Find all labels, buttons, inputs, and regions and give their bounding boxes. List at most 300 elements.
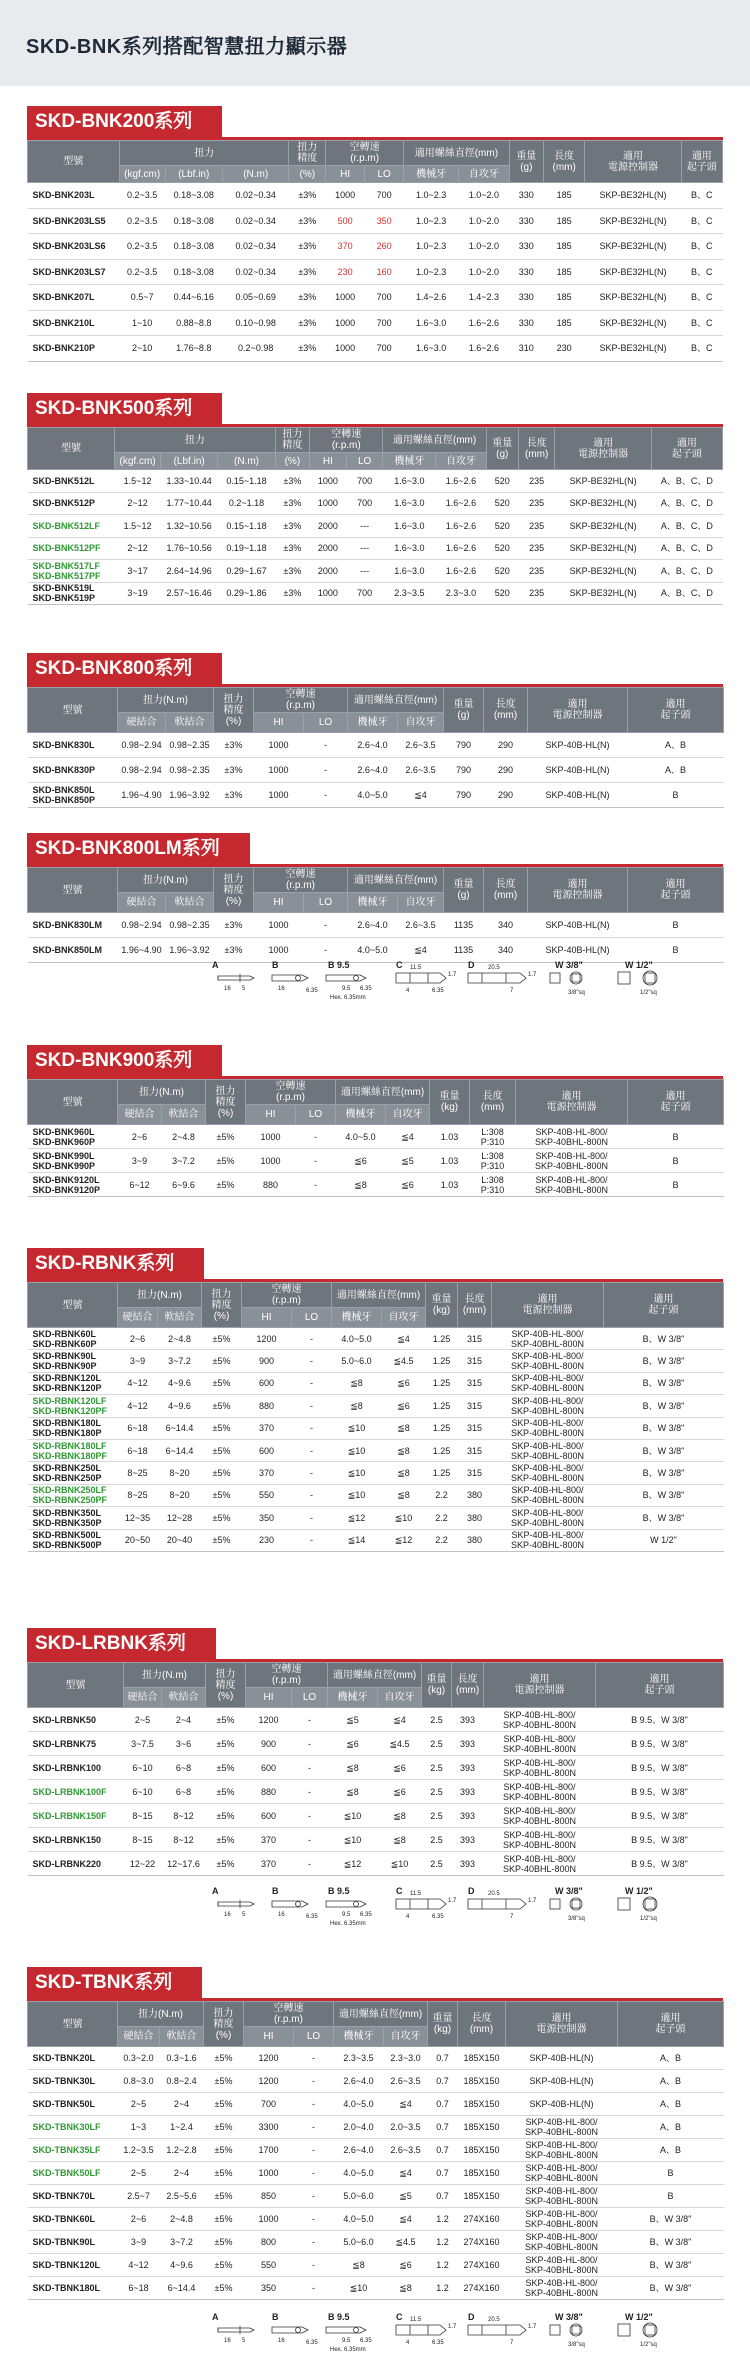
spec-cell: -	[294, 2139, 334, 2162]
spec-cell: 290	[484, 733, 528, 758]
model-cell: SKD-TBNK90L	[28, 2231, 118, 2254]
col-length: 長度 (mm)	[518, 428, 555, 470]
spec-cell: -	[294, 2208, 334, 2231]
spec-cell: 2000	[310, 515, 347, 538]
spec-cell: 2.57~16.46	[161, 582, 218, 605]
spec-cell: SKP-40B-HL-800/ SKP-40BHL-800N	[506, 2254, 618, 2277]
bit-label: Hex. 6.35mm	[330, 995, 366, 1001]
spec-cell: ±3%	[214, 758, 254, 783]
spec-cell: 2.5~5.6	[160, 2185, 204, 2208]
spec-cell: -	[292, 1529, 332, 1551]
spec-cell: ±3%	[275, 515, 309, 538]
spec-cell: 315	[458, 1439, 492, 1461]
spec-cell: ≦8	[336, 1173, 386, 1197]
bit-c-groove	[410, 1899, 428, 1909]
spec-cell: 2000	[310, 560, 347, 583]
spec-cell: ±5%	[206, 1708, 246, 1732]
spec-cell: 260	[365, 234, 404, 260]
spec-table-bnk200	[27, 140, 723, 362]
bit-c-groove	[410, 2325, 428, 2335]
spec-cell: ≦10	[382, 1507, 426, 1529]
table-row	[28, 582, 723, 605]
spec-cell: 1.25	[426, 1328, 458, 1350]
bit-b-icon	[272, 1901, 308, 1907]
table-row	[28, 2116, 724, 2139]
spec-cell: ≦10	[378, 1852, 422, 1876]
section-title: SKD-BNK800系列	[27, 653, 222, 685]
bit-label: 16	[278, 2338, 285, 2344]
spec-cell: ≦8	[382, 1417, 426, 1439]
col-hi: HI	[310, 453, 347, 470]
spec-cell: 380	[458, 1484, 492, 1506]
spec-cell: 6~18	[118, 1417, 158, 1439]
spec-cell: ±3%	[214, 938, 254, 963]
spec-cell: B	[628, 1125, 724, 1149]
spec-cell: ≦8	[328, 1756, 378, 1780]
spec-cell: 393	[452, 1756, 484, 1780]
spec-cell: 1.25	[426, 1350, 458, 1372]
spec-cell: SKP-40B-HL-800/ SKP-40BHL-800N	[516, 1125, 628, 1149]
spec-cell: 0.19~1.18	[218, 537, 275, 560]
spec-cell: ≦6	[382, 1395, 426, 1417]
col-hi: HI	[246, 1105, 296, 1125]
col-length: 長度 (mm)	[458, 1283, 492, 1328]
bit-label: 6.35	[360, 986, 372, 992]
model-cell: SKD-BNK207L	[28, 285, 120, 311]
spec-cell: 1000	[310, 470, 347, 493]
spec-cell: 235	[518, 582, 555, 605]
spec-cell: B、W 3/8"	[604, 1507, 724, 1529]
spec-cell: ±3%	[289, 259, 326, 285]
col-hi: HI	[326, 166, 365, 183]
spec-cell: 6~14.4	[160, 2277, 204, 2300]
col-hard: 硬結合	[118, 1105, 162, 1125]
spec-cell: SKP-40B-HL-800/ SKP-40BHL-800N	[484, 1804, 596, 1828]
spec-cell: 2~6	[118, 1328, 158, 1350]
spec-cell: 3~6	[162, 1732, 206, 1756]
spec-cell: 2~5	[124, 1708, 162, 1732]
spec-cell: 1000	[310, 582, 347, 605]
spec-cell: 1.2	[428, 2231, 458, 2254]
spec-cell: 2.5~7	[118, 2185, 160, 2208]
spec-cell: 0.3~2.0	[118, 2047, 160, 2070]
spec-cell: 1.5~12	[115, 470, 161, 493]
model-cell: SKD-BNK990L SKD-BNK990P	[28, 1149, 118, 1173]
spec-cell: ±5%	[206, 1173, 246, 1197]
bit-label: 4	[406, 988, 410, 994]
spec-cell: ≦10	[332, 1462, 382, 1484]
table-row	[28, 2208, 724, 2231]
section-bnk800	[27, 653, 723, 808]
table-row	[28, 2277, 724, 2300]
spec-cell: 700	[365, 336, 404, 362]
col-model: 型號	[28, 688, 118, 733]
spec-cell: 0.7	[428, 2047, 458, 2070]
spec-cell: 3300	[244, 2116, 294, 2139]
table-row	[28, 1417, 724, 1439]
model-cell: SKD-BNK203LS5	[28, 208, 120, 234]
bit-label: B 9.5	[328, 1886, 350, 1896]
spec-cell: ---	[346, 560, 383, 583]
spec-cell: 6~8	[162, 1780, 206, 1804]
spec-cell: 2~6	[118, 1125, 162, 1149]
table-row	[28, 1350, 724, 1372]
spec-cell: 393	[452, 1708, 484, 1732]
model-cell: SKD-BNK850LM	[28, 938, 118, 963]
col-hard: 硬結合	[118, 893, 166, 913]
bit-label: 20.5	[488, 1891, 500, 1897]
bit-label: 6.35	[306, 1914, 318, 1920]
bit-label: B	[272, 960, 279, 970]
spec-cell: -	[294, 2254, 334, 2277]
spec-cell: 185X150	[458, 2093, 506, 2116]
model-cell: SKD-BNK512LF	[28, 515, 115, 538]
spec-cell: SKP-40B-HL-800/ SKP-40BHL-800N	[492, 1417, 604, 1439]
spec-cell: B、W 3/8"	[618, 2208, 724, 2231]
spec-cell: 1000	[326, 183, 365, 209]
spec-cell: 235	[518, 515, 555, 538]
col-screw: 適用螺絲直徑(mm)	[328, 1663, 422, 1688]
spec-cell: -	[296, 1173, 336, 1197]
col-pct: (%)	[275, 453, 309, 470]
section-title: SKD-RBNK系列	[27, 1248, 204, 1280]
spec-cell: 2.2	[426, 1484, 458, 1506]
spec-cell: -	[292, 1350, 332, 1372]
spec-table-bnk800	[27, 687, 724, 808]
w12-square-icon	[618, 1898, 630, 1910]
spec-cell: ±3%	[289, 234, 326, 260]
col-speed: 空轉速 (r.p.m)	[242, 1283, 332, 1308]
spec-cell: SKP-40B-HL-800/ SKP-40BHL-800N	[484, 1828, 596, 1852]
spec-cell: SKP-40B-HL-800/ SKP-40BHL-800N	[506, 2139, 618, 2162]
col-self: 自攻牙	[384, 2027, 428, 2047]
spec-cell: -	[292, 1732, 328, 1756]
spec-cell: 1.25	[426, 1462, 458, 1484]
col-speed: 空轉速 (r.p.m)	[246, 1080, 336, 1105]
spec-cell: 6~12	[118, 1173, 162, 1197]
table-row	[28, 310, 723, 336]
model-cell: SKD-RBNK500L SKD-RBNK500P	[28, 1529, 118, 1551]
spec-cell: ±5%	[204, 2116, 244, 2139]
spec-cell: 185X150	[458, 2185, 506, 2208]
spec-cell: B、C	[681, 285, 722, 311]
spec-cell: SKP-40B-HL(N)	[528, 733, 628, 758]
col-length: 長度 (mm)	[458, 2002, 506, 2047]
spec-cell: ≦4.5	[384, 2231, 428, 2254]
spec-cell: SKP-BE32HL(N)	[555, 537, 651, 560]
spec-cell: 274X160	[458, 2208, 506, 2231]
spec-cell: 0.05~0.69	[222, 285, 289, 311]
spec-cell: ≦8	[382, 1439, 426, 1461]
spec-cell: 350	[244, 2277, 294, 2300]
spec-cell: ±5%	[206, 1149, 246, 1173]
col-hi: HI	[244, 2027, 294, 2047]
spec-cell: 310	[509, 336, 543, 362]
spec-cell: 1000	[246, 1149, 296, 1173]
spec-cell: 2.6~4.0	[348, 733, 398, 758]
spec-cell: -	[296, 1149, 336, 1173]
spec-cell: 1.6~3.0	[383, 492, 436, 515]
spec-cell: 1.6~3.0	[383, 537, 436, 560]
spec-cell: 1.03	[430, 1173, 470, 1197]
spec-cell: L:308 P:310	[470, 1149, 516, 1173]
spec-cell: ±5%	[202, 1372, 242, 1394]
col-torque: 扭力(N.m)	[118, 868, 214, 893]
spec-cell: 274X160	[458, 2231, 506, 2254]
spec-cell: 1.0~2.0	[459, 208, 509, 234]
spec-cell: 900	[242, 1350, 292, 1372]
col-bit: 適用 起子頭	[628, 1080, 724, 1125]
col-torque: 扭力(N.m)	[118, 2002, 204, 2027]
spec-cell: 315	[458, 1417, 492, 1439]
col-kgfcm: (kgf.cm)	[119, 166, 165, 183]
spec-cell: A、B、C、D	[651, 492, 722, 515]
col-bit: 適用 起子頭	[604, 1283, 724, 1328]
col-controller: 適用 電源控制器	[585, 141, 681, 183]
spec-cell: 0.44~6.16	[165, 285, 222, 311]
spec-cell: B、W 3/8"	[604, 1484, 724, 1506]
spec-cell: 0.02~0.34	[222, 259, 289, 285]
spec-cell: 0.7	[428, 2070, 458, 2093]
col-model: 型號	[28, 1080, 118, 1125]
w12-socket-square	[645, 973, 655, 983]
spec-cell: 2.6~4.0	[334, 2139, 384, 2162]
spec-cell: 700	[346, 470, 383, 493]
model-cell: SKD-BNK203LS6	[28, 234, 120, 260]
spec-cell: 0.98~2.35	[166, 913, 214, 938]
col-hi: HI	[254, 713, 304, 733]
col-hard: 硬結合	[118, 713, 166, 733]
spec-cell: 4.0~5.0	[334, 2208, 384, 2231]
spec-cell: B、W 3/8"	[604, 1417, 724, 1439]
table-row	[28, 1149, 724, 1173]
model-cell: SKD-RBNK120LF SKD-RBNK120PF	[28, 1395, 118, 1417]
spec-cell: 330	[509, 208, 543, 234]
spec-cell: ±3%	[289, 183, 326, 209]
spec-cell: 790	[444, 733, 484, 758]
section-bnk900	[27, 1045, 723, 1197]
spec-cell: ≦4	[384, 2093, 428, 2116]
spec-cell: 185	[544, 208, 585, 234]
spec-cell: B、W 3/8"	[604, 1328, 724, 1350]
spec-cell: ±5%	[202, 1350, 242, 1372]
spec-cell: ≦4	[386, 1125, 430, 1149]
bit-d-groove	[482, 2325, 506, 2335]
spec-cell: 4~9.6	[158, 1395, 202, 1417]
spec-cell: 550	[244, 2254, 294, 2277]
spec-cell: 330	[509, 259, 543, 285]
spec-cell: 1.0~2.3	[404, 208, 459, 234]
spec-cell: ±5%	[202, 1529, 242, 1551]
bit-label: 1/2"sq	[640, 990, 657, 996]
spec-cell: 0.18~3.08	[165, 183, 222, 209]
spec-cell: 700	[365, 310, 404, 336]
spec-cell: ≦6	[386, 1173, 430, 1197]
spec-cell: SKP-40B-HL(N)	[506, 2093, 618, 2116]
spec-cell: A、B	[618, 2139, 724, 2162]
bit-b95-ball	[354, 1902, 359, 1907]
spec-cell: B 9.5、W 3/8"	[596, 1828, 724, 1852]
spec-cell: ≦4	[398, 938, 444, 963]
spec-cell: B 9.5、W 3/8"	[596, 1780, 724, 1804]
spec-cell: ±3%	[214, 913, 254, 938]
bit-label: W 3/8"	[555, 960, 583, 970]
table-row	[28, 2093, 724, 2116]
model-cell: SKD-RBNK180L SKD-RBNK180P	[28, 1417, 118, 1439]
model-cell: SKD-TBNK60L	[28, 2208, 118, 2231]
model-cell: SKD-BNK830L	[28, 733, 118, 758]
spec-cell: 393	[452, 1828, 484, 1852]
spec-cell: 2~12	[115, 537, 161, 560]
spec-cell: 315	[458, 1395, 492, 1417]
bit-label: B	[272, 1886, 279, 1896]
col-machine: 機械牙	[348, 713, 398, 733]
spec-cell: 0.88~8.8	[165, 310, 222, 336]
spec-cell: 6~14.4	[158, 1439, 202, 1461]
spec-cell: 340	[484, 938, 528, 963]
spec-cell: ±3%	[289, 310, 326, 336]
col-lo: LO	[296, 1105, 336, 1125]
spec-cell: 1.5~12	[115, 515, 161, 538]
spec-cell: 1.96~4.90	[118, 938, 166, 963]
section-bnk800lm	[27, 833, 723, 963]
spec-cell: ±3%	[214, 733, 254, 758]
spec-cell: 8~20	[158, 1462, 202, 1484]
spec-cell: 2~4.8	[160, 2208, 204, 2231]
col-lo: LO	[346, 453, 383, 470]
section-title: SKD-TBNK系列	[27, 1967, 202, 1999]
spec-cell: 3~17	[115, 560, 161, 583]
table-row	[28, 1756, 724, 1780]
spec-cell: 1~2.4	[160, 2116, 204, 2139]
spec-cell: ±5%	[202, 1507, 242, 1529]
spec-cell: W 1/2"	[604, 1529, 724, 1551]
table-row	[28, 1507, 724, 1529]
spec-cell: -	[304, 938, 348, 963]
spec-cell: 185	[544, 183, 585, 209]
bit-label: 11.5	[410, 1891, 422, 1897]
spec-cell: 1700	[244, 2139, 294, 2162]
spec-cell: 4~12	[118, 1395, 158, 1417]
spec-cell: ---	[346, 537, 383, 560]
bit-b-icon	[272, 975, 308, 981]
model-cell: SKD-BNK850L SKD-BNK850P	[28, 783, 118, 808]
spec-cell: 0.15~1.18	[218, 470, 275, 493]
spec-cell: A、B、C、D	[651, 582, 722, 605]
col-lo: LO	[292, 1688, 328, 1708]
bit-label: B 9.5	[328, 960, 350, 970]
spec-cell: 20~50	[118, 1529, 158, 1551]
bit-label: Hex. 6.35mm	[330, 1921, 366, 1927]
spec-cell: 2~5	[118, 2093, 160, 2116]
model-cell: SKD-BNK512L	[28, 470, 115, 493]
spec-cell: 1.2~3.5	[118, 2139, 160, 2162]
col-weight: 重量 (g)	[486, 428, 518, 470]
spec-cell: 274X160	[458, 2254, 506, 2277]
spec-cell: ±5%	[202, 1328, 242, 1350]
bit-label: 1/2"sq	[640, 2342, 657, 2348]
spec-cell: ≦4.5	[382, 1350, 426, 1372]
spec-cell: 2.6~4.0	[334, 2070, 384, 2093]
spec-cell: -	[292, 1462, 332, 1484]
bit-label: 5	[242, 1912, 246, 1918]
spec-cell: 230	[544, 336, 585, 362]
spec-cell: 2~4	[160, 2162, 204, 2185]
model-cell: SKD-TBNK30LF	[28, 2116, 118, 2139]
spec-cell: 393	[452, 1780, 484, 1804]
spec-cell: 0.2~1.18	[218, 492, 275, 515]
bit-label: 9.5	[342, 986, 351, 992]
spec-cell: ≦12	[332, 1507, 382, 1529]
col-controller: 適用 電源控制器	[492, 1283, 604, 1328]
model-cell: SKD-TBNK120L	[28, 2254, 118, 2277]
spec-cell: A、B	[618, 2093, 724, 2116]
spec-cell: 2.0~3.5	[384, 2116, 428, 2139]
spec-cell: 230	[242, 1529, 292, 1551]
spec-cell: 1.76~10.56	[161, 537, 218, 560]
spec-cell: -	[292, 1804, 328, 1828]
col-machine: 機械牙	[383, 453, 436, 470]
w12-socket-square	[645, 1899, 655, 1909]
model-cell: SKD-BNK960L SKD-BNK960P	[28, 1125, 118, 1149]
spec-cell: 2.3~3.0	[436, 582, 486, 605]
spec-cell: ±5%	[206, 1732, 246, 1756]
spec-cell: 8~20	[158, 1484, 202, 1506]
bit-label: 4	[406, 1914, 410, 1920]
spec-cell: ≦5	[386, 1149, 430, 1173]
spec-cell: ±3%	[275, 582, 309, 605]
bit-label: 6.35	[432, 988, 444, 994]
spec-cell: 393	[452, 1804, 484, 1828]
bit-diagram-row	[210, 2312, 720, 2362]
spec-cell: 185	[544, 234, 585, 260]
bit-label: 1.7	[448, 972, 457, 978]
spec-cell: SKP-40B-HL-800/ SKP-40BHL-800N	[484, 1756, 596, 1780]
table-row	[28, 1780, 724, 1804]
spec-cell: 1.0~2.3	[404, 259, 459, 285]
spec-cell: 0.98~2.35	[166, 733, 214, 758]
col-bit: 適用 起子頭	[628, 868, 724, 913]
spec-cell: 1.6~2.6	[459, 310, 509, 336]
spec-cell: 330	[509, 310, 543, 336]
spec-cell: SKP-40B-HL(N)	[528, 783, 628, 808]
col-length: 長度 (mm)	[544, 141, 585, 183]
spec-cell: ≦8	[332, 1372, 382, 1394]
col-model: 型號	[28, 141, 120, 183]
spec-cell: ≦12	[328, 1852, 378, 1876]
spec-cell: 2.64~14.96	[161, 560, 218, 583]
spec-cell: 800	[244, 2231, 294, 2254]
spec-cell: 1200	[242, 1328, 292, 1350]
bit-a-icon	[218, 2328, 254, 2332]
spec-cell: B、W 3/8"	[604, 1462, 724, 1484]
spec-cell: 0.29~1.67	[218, 560, 275, 583]
spec-cell: 0.18~3.08	[165, 259, 222, 285]
col-torque: 扭力(N.m)	[124, 1663, 206, 1688]
spec-cell: B、W 3/8"	[618, 2254, 724, 2277]
spec-cell: -	[292, 1417, 332, 1439]
spec-cell: 1000	[244, 2208, 294, 2231]
spec-cell: 1.6~2.6	[436, 515, 486, 538]
model-cell: SKD-BNK210L	[28, 310, 120, 336]
spec-cell: 520	[486, 560, 518, 583]
w38-square-icon	[550, 973, 560, 983]
spec-cell: 6~18	[118, 1439, 158, 1461]
bit-label: 9.5	[342, 2338, 351, 2344]
table-row	[28, 1395, 724, 1417]
table-row	[28, 2139, 724, 2162]
spec-cell: SKP-40B-HL-800/ SKP-40BHL-800N	[516, 1149, 628, 1173]
